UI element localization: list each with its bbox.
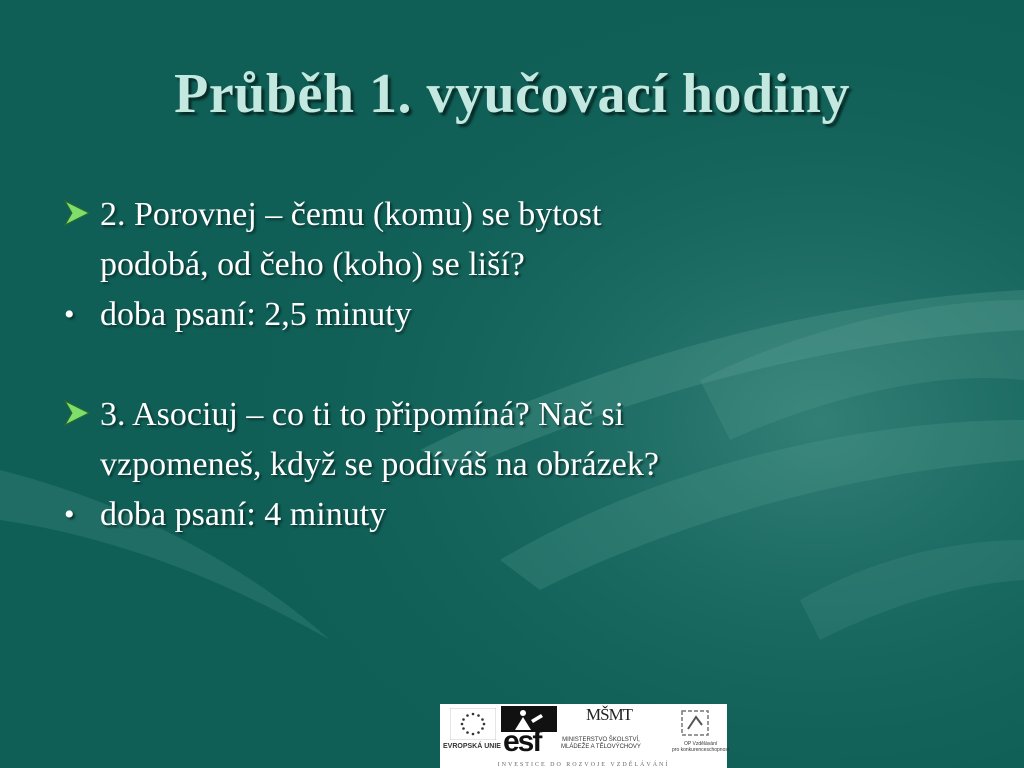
list-item-time-1 bbox=[60, 290, 700, 340]
eu-label: EVROPSKÁ UNIE bbox=[443, 743, 501, 750]
list-item-compare bbox=[60, 190, 700, 290]
msmt-mark: MŠMT bbox=[586, 705, 633, 724]
bullet-dot-icon: • bbox=[64, 298, 75, 331]
list-item-associate bbox=[60, 390, 700, 490]
list-item-text: doba psaní: 4 minuty bbox=[100, 496, 387, 533]
msmt-label-line-1: MINISTERSTVO ŠKOLSTVÍ, bbox=[562, 737, 640, 743]
op-label-line-2: pro konkurenceschopnost bbox=[672, 747, 730, 753]
op-logo-icon bbox=[678, 707, 712, 739]
eu-flag-icon bbox=[450, 708, 496, 740]
bullet-dot-icon: • bbox=[64, 498, 75, 531]
list-item-text: doba psaní: 2,5 minuty bbox=[100, 296, 412, 333]
funding-logos-bar bbox=[440, 704, 730, 768]
list-item-text: 3. Asociuj – co ti to připomíná? Nač si vzpomeneš, když se podíváš na obrázek? bbox=[100, 396, 659, 483]
list-item-text: 2. Porovnej – čemu (komu) se bytost podobá, od čeho (koho) se liší? bbox=[100, 196, 602, 283]
msmt-label-line-2: MLÁDEŽE A TĚLOVÝCHOVY bbox=[561, 744, 641, 750]
arrow-bullet-icon bbox=[63, 399, 91, 427]
msmt-label bbox=[561, 737, 641, 751]
list-item-time-2 bbox=[60, 490, 700, 540]
esf-logo bbox=[501, 706, 557, 760]
op-label-line-1: OP Vzdělávání bbox=[684, 741, 718, 747]
slide-title: Průběh 1. vyučovací hodiny bbox=[174, 63, 850, 125]
esf-text: esf bbox=[503, 725, 541, 758]
tagline: INVESTICE DO ROZVOJE VZDĚLÁVÁNÍ bbox=[497, 762, 670, 768]
arrow-bullet-icon bbox=[63, 199, 91, 227]
slide-content bbox=[60, 190, 700, 540]
op-label bbox=[672, 741, 729, 753]
